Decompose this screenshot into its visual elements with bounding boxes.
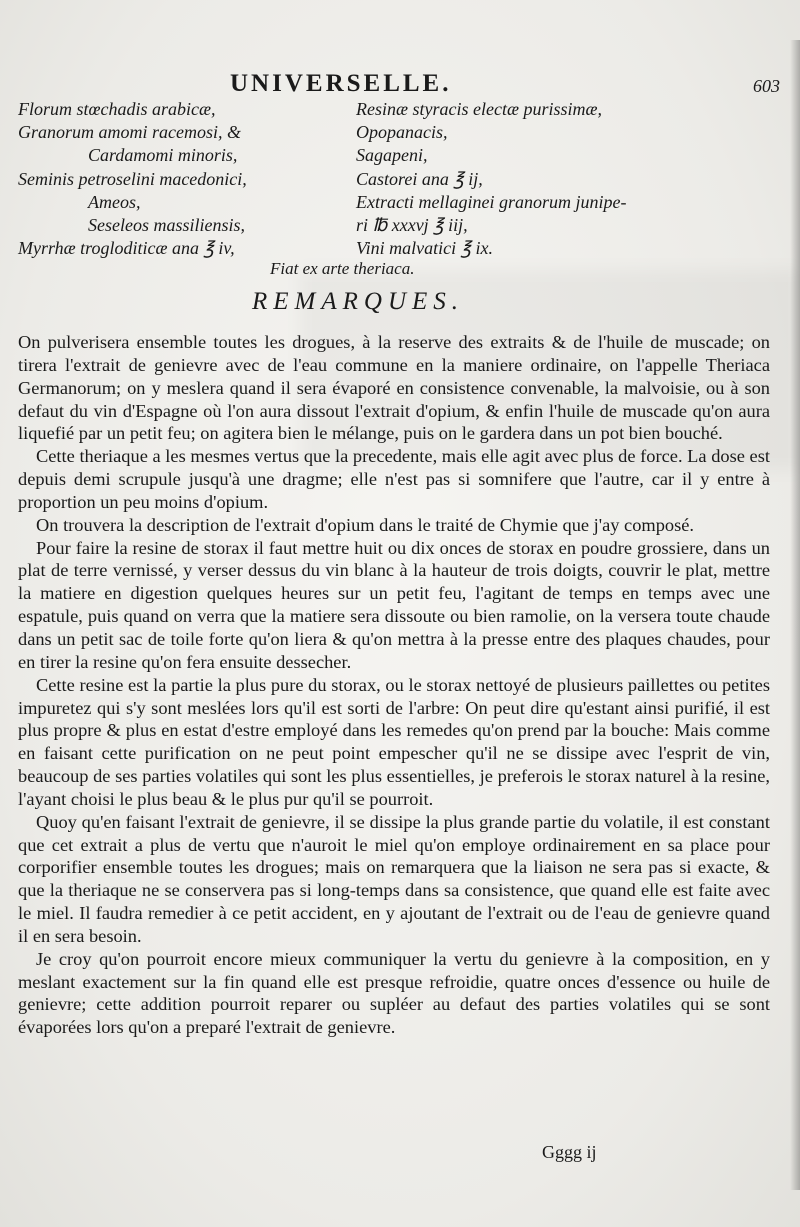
- fiat-line: Fiat ex arte theriaca.: [270, 259, 415, 278]
- running-title: UNIVERSELLE.: [230, 70, 452, 97]
- paragraph: Pour faire la resine de storax il faut mettre huit ou dix onces de storax en poudre grossiere, dans un plat de terre vernissé, y verser dessus du vin blanc à la hauteur de trois doigts, couvrir le plat, mettre la matiere en digestion quelques heures sur un petit feu, l'agitant de temps en temps avec une espatule, puis quand on verra que la matiere sera dissoute ou bien ramolie, on la versera toute chaude dans un petit sac de toile forte qu'on liera & qu'on mettra à la presse entre des plaques chaudes, pour en tirer la resine qu'on fera ensuite dessecher.: [18, 537, 770, 672]
- ingredients-left-column: [18, 98, 358, 260]
- ingredient-line: Seminis petroselini macedonici,: [18, 168, 247, 189]
- section-title: REMARQUES.: [252, 288, 465, 315]
- paragraph: Je croy qu'on pourroit encore mieux communiquer la vertu du genievre à la composition, en y meslant exactement sur la fin quand elle est presque refroidie, quatre onces d'essence ou huile de genievre; cette addition pourroit reparer ou supléer au defaut des parties volatiles qui se sont évaporées lors qu'on a preparé l'extrait de genievre.: [18, 948, 770, 1038]
- paragraph: Cette resine est la partie la plus pure du storax, ou le storax nettoyé de plusieurs paillettes ou petites impuretez qui s'y sont meslées lors qu'il est sorti de l'arbre: On peut dire qu'estant ainsi purifié, il est plus propre & plus en estat d'estre employé dans les remedes qu'on prend par la bouche: Mais comme en faisant cette purification on ne peut point empescher qu'il ne se dissipe avec l'esprit de vin, beaucoup de ses parties volatiles qui sont les plus essentielles, je preferois le storax naturel à la resine, l'ayant choisi le plus beau & le plus pur qu'il se pourroit.: [18, 674, 770, 809]
- paragraph: On pulverisera ensemble toutes les drogues, à la reserve des extraits & de l'huile de muscade; on tirera l'extrait de genievre avec de l'eau commune en la maniere ordinaire, on l'appelle Theriaca Germanorum; on y meslera quand il sera évaporé en consistence convenable, la malvoisie, ou à son defaut du vin d'Espagne où l'on aura dissout l'extrait d'opium, & enfin l'huile de muscade qu'on aura liquefié par un petit feu; on agitera bien le mélange, puis on le gardera dans un pot bien bouché.: [18, 332, 770, 444]
- paragraph: Quoy qu'en faisant l'extrait de genievre, il se dissipe la plus grande partie du volatile, il est constant que cet extrait a plus de vertu que n'auroit le miel qu'on employe ordinairement en sa place pour corporifier ensemble toutes les drogues; mais on remarquera que la liaison ne sera pas si exacte, & que la theriaque ne se conservera pas si long-temps dans sa consistence, que quand elle est faite avec le miel. Il faudra remedier à ce petit accident, en y ajoutant de l'extrait ou de l'eau de genievre quand il en sera besoin.: [18, 811, 770, 946]
- signature-mark: Gggg ij: [542, 1142, 597, 1162]
- ingredient-line: Seseleos massiliensis,: [88, 215, 245, 236]
- ingredients-right-column: [356, 98, 784, 260]
- ingredient-line: Ameos,: [88, 191, 141, 212]
- paragraph: Cette theriaque a les mesmes vertus que la precedente, mais elle agit avec plus de force. La dose est depuis demi scrupule jusqu'à une dragme; elle n'est pas si somnifere que l'autre, car il y entre à proportion un peu moins d'opium.: [18, 446, 770, 512]
- ingredient-line: Sagapeni,: [356, 145, 428, 166]
- ingredient-line: Resinæ styracis electæ purissimæ,: [356, 99, 602, 119]
- page-edge-shadow: [790, 40, 800, 1190]
- page-header: [230, 70, 780, 100]
- ingredient-line: Castorei ana ℥ ij,: [356, 168, 483, 189]
- body-text: [18, 331, 770, 1039]
- ingredient-line: ri ℔ xxxvj ℥ iij,: [356, 215, 468, 236]
- ingredient-line: Extracti mellaginei granorum junipe-: [356, 191, 627, 212]
- ingredient-line: Granorum amomi racemosi, &: [18, 122, 241, 143]
- paragraph: On trouvera la description de l'extrait d'opium dans le traité de Chymie que j'ay composé.: [36, 514, 695, 535]
- page-number: 603: [753, 76, 780, 96]
- ingredient-line: Cardamomi minoris,: [88, 145, 238, 166]
- ingredient-line: Vini malvatici ℥ ix.: [356, 238, 494, 259]
- ingredient-line: Opopanacis,: [356, 122, 448, 143]
- ingredient-line: Florum stœchadis arabicæ,: [18, 99, 216, 119]
- ingredient-line: Myrrhæ trogloditicæ ana ℥ iv,: [18, 238, 235, 259]
